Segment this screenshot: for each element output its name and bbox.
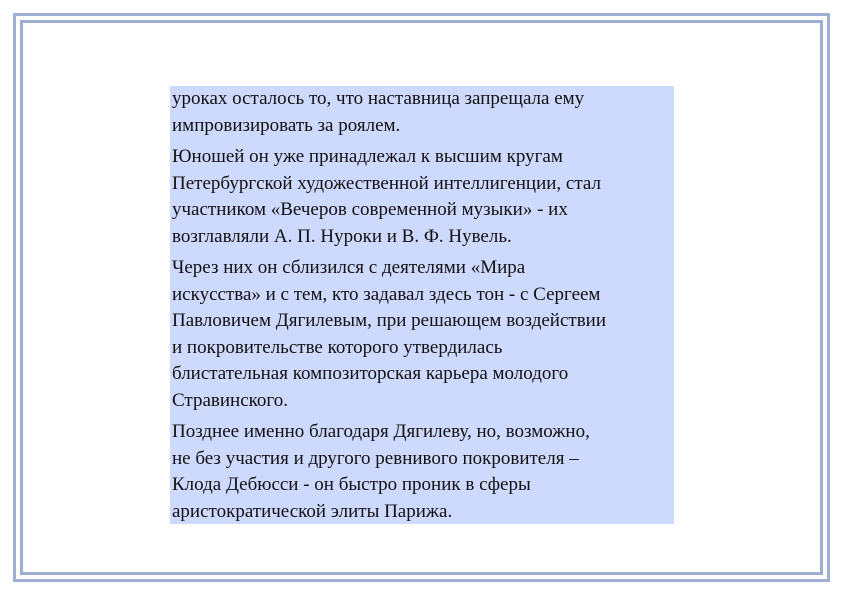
paragraph-1: уроках осталось то, что наставница запрещала ему импровизировать за роялем. xyxy=(172,88,585,136)
paragraph-4: Позднее именно благодаря Дягилеву, но, возможно, не без участия и другого ревнивого покровителя – Клода Дебюсси - он быстро проник в сферы аристократической элиты Парижа. xyxy=(172,421,590,522)
text-box xyxy=(170,86,674,524)
paragraph-3: Через них он сблизился с деятелями «Мира искусства» и с тем, кто задавал здесь тон - с Сергеем Павловичем Дягилевым, при решающем воздействии и покровительстве которого утвердилась блистательная композиторская карьера молодого Стравинского. xyxy=(172,257,607,411)
paragraph-2: Юношей он уже принадлежал к высшим кругам Петербургской художественной интеллигенции, стал участником «Вечеров современной музыки» - их возглавляли А. П. Нуроки и В. Ф. Нувель. xyxy=(172,146,601,247)
